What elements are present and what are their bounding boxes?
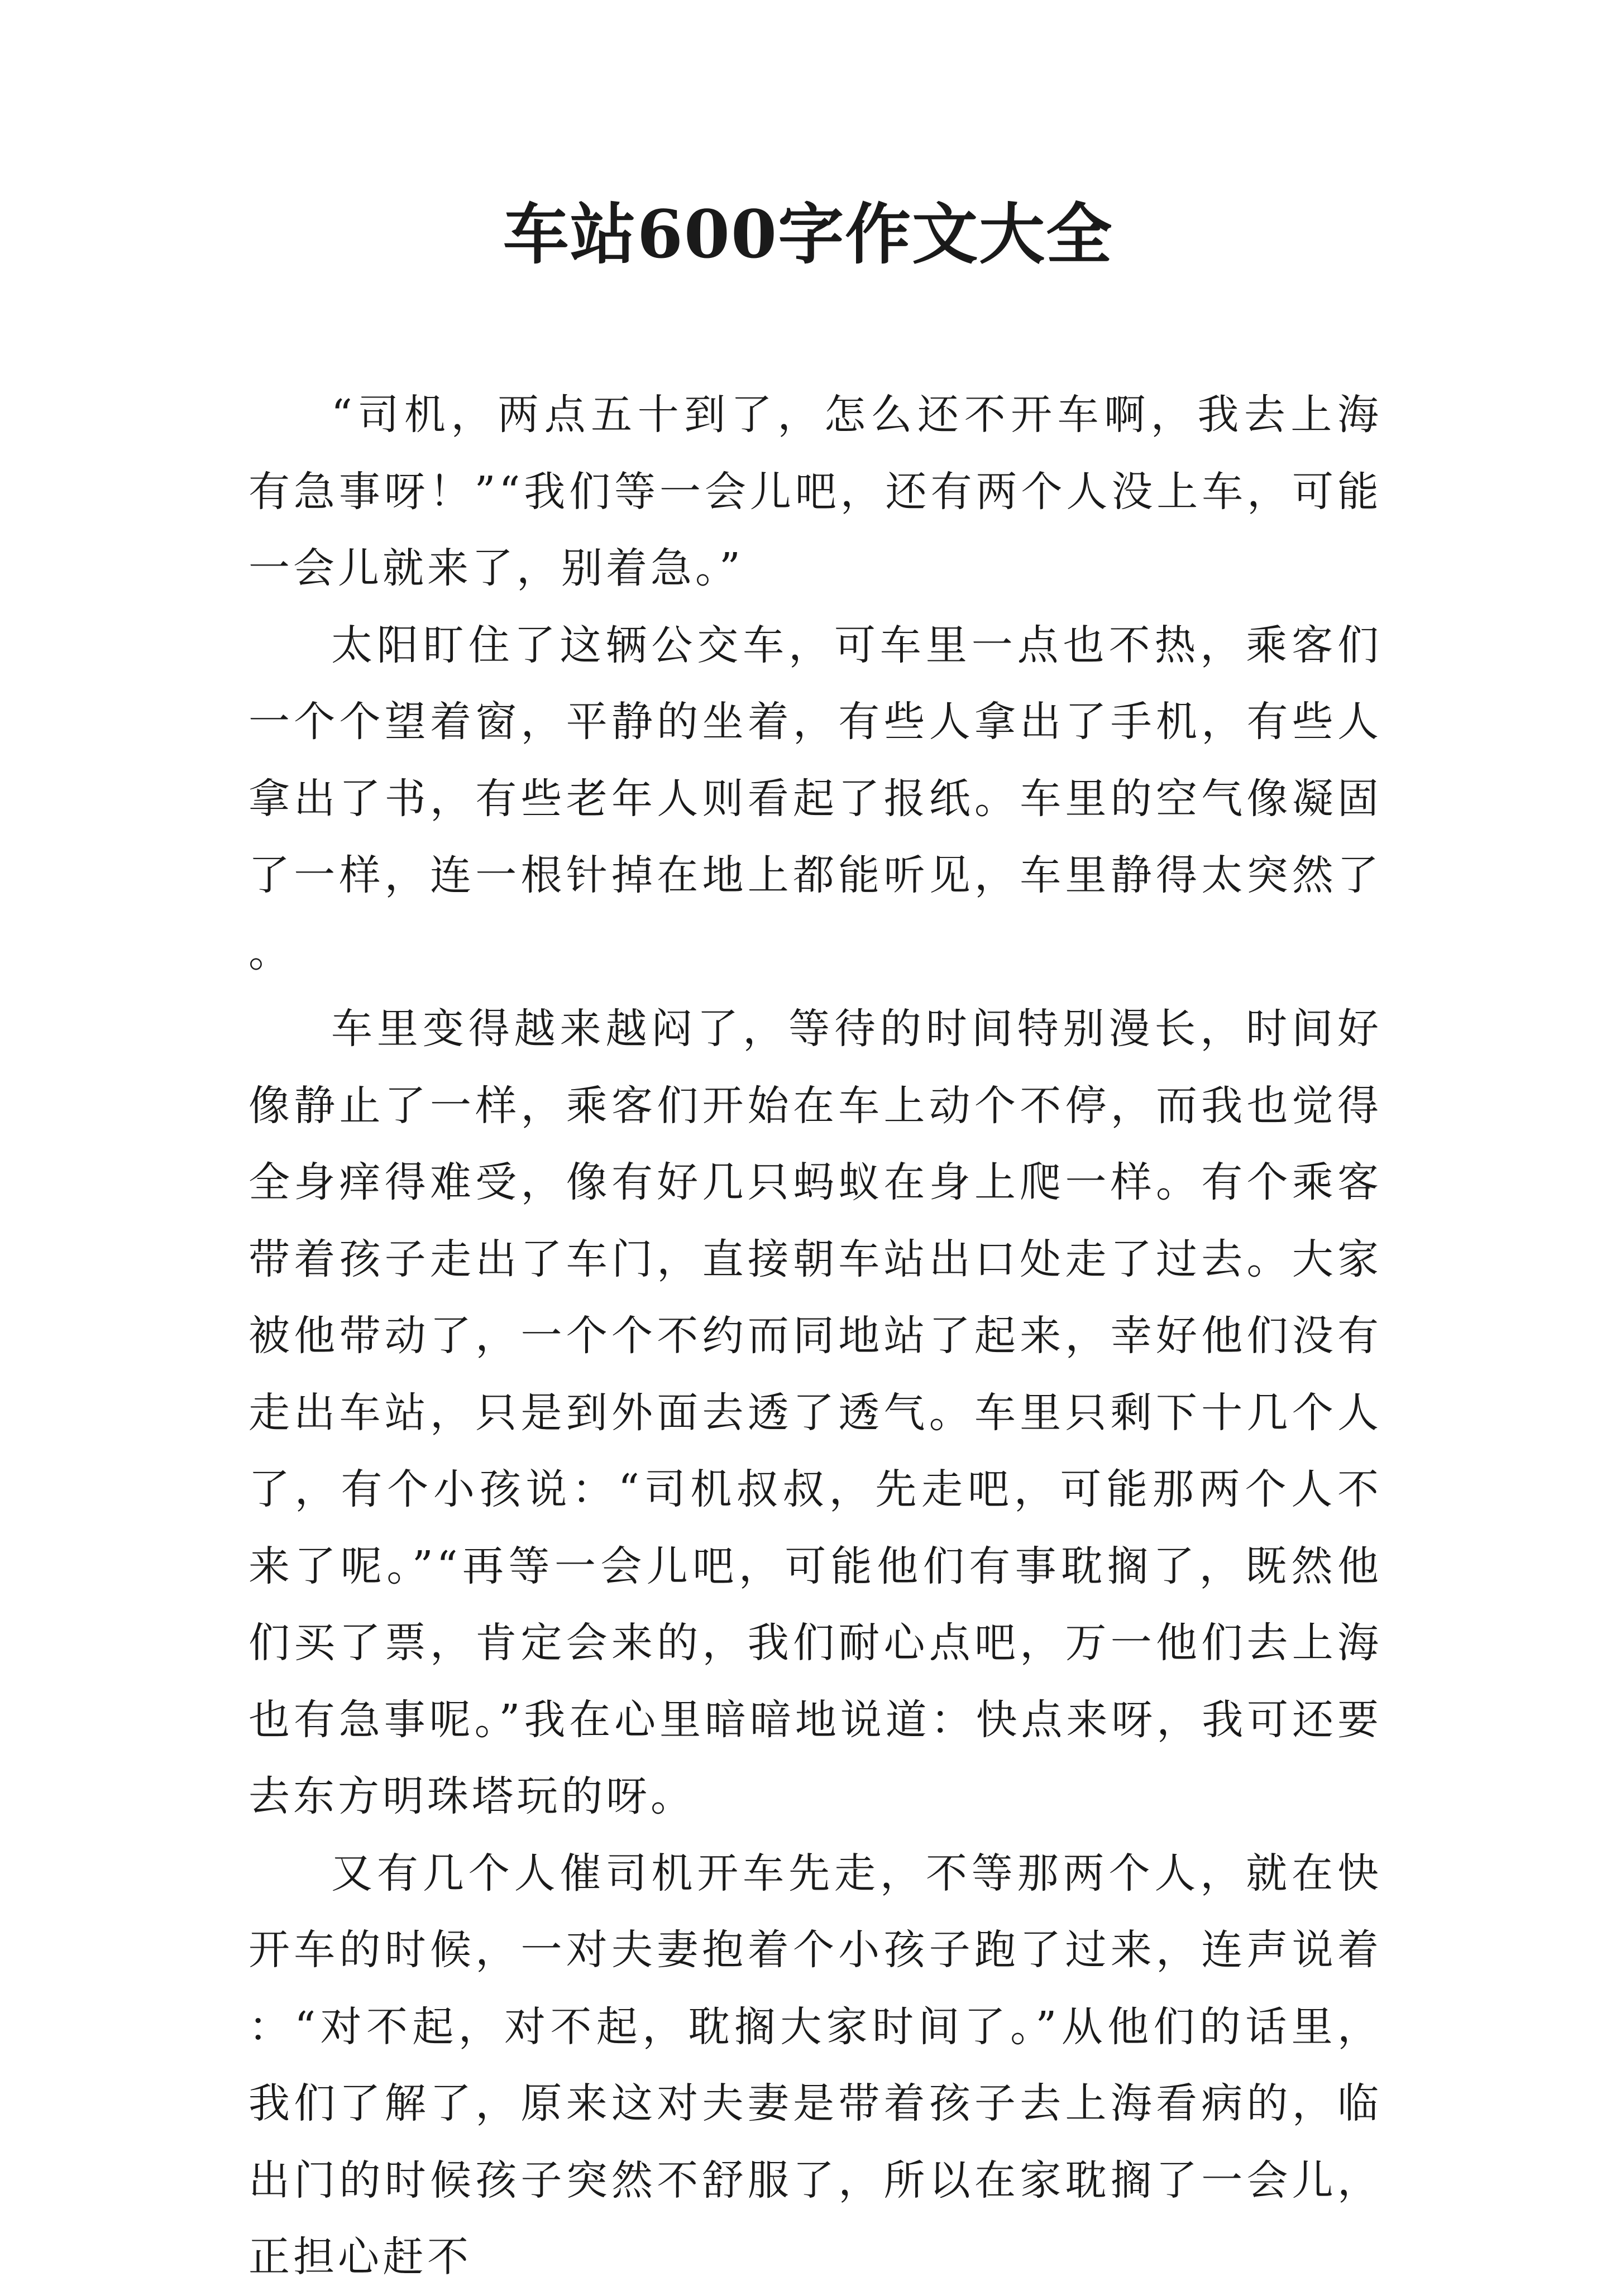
- paragraph-3: 车里变得越来越闷了，等待的时间特别漫长，时间好像静止了一样，乘客们开始在车上动个不停，而我也觉得全身痒得难受，像有好几只蚂蚁在身上爬一样。有个乘客带着孩子走出了车门，直接朝车站出口处走了过去。大家被他带动了，一个个不约而同地站了起来，幸好他们没有走出车站，只是到外面去透了透气。车里只剩下十几个人了，有个小孩说：“司机叔叔，先走吧，可能那两个人不来了呢。”“再等一会儿吧，可能他们有事耽搁了，既然他们买了票，肯定会来的，我们耐心点吧，万一他们去上海也有急事呢。”我在心里暗暗地说道：快点来呀，我可还要去东方明珠塔玩的呀。: [248, 1005, 1382, 1820]
- document-title: 车站600字作文大全: [503, 195, 1113, 273]
- paragraph-4: 又有几个人催司机开车先走，不等那两个人，就在快开车的时候，一对夫妻抱着个小孩子跑了过来，连声说着：“对不起，对不起，耽搁大家时间了。”从他们的话里，我们了解了，原来这对夫妻是带着孩子去上海看病的，临出门的时候孩子突然不舒服了，所以在家耽搁了一会儿，正担心赶不: [248, 1849, 1382, 2281]
- paragraph-1: “司机，两点五十到了，怎么还不开车啊，我去上海有急事呀！”“我们等一会儿吧，还有两个人没上车，可能一会儿就来了，别着急。”: [248, 391, 1382, 592]
- paragraph-2: 太阳盯住了这辆公交车，可车里一点也不热，乘客们一个个望着窗，平静的坐着，有些人拿出了手机，有些人拿出了书，有些老年人则看起了报纸。车里的空气像凝固了一样，连一根针掉在地上都能听见，车里静得太突然了。: [248, 621, 1382, 976]
- document-body: [248, 377, 1382, 2296]
